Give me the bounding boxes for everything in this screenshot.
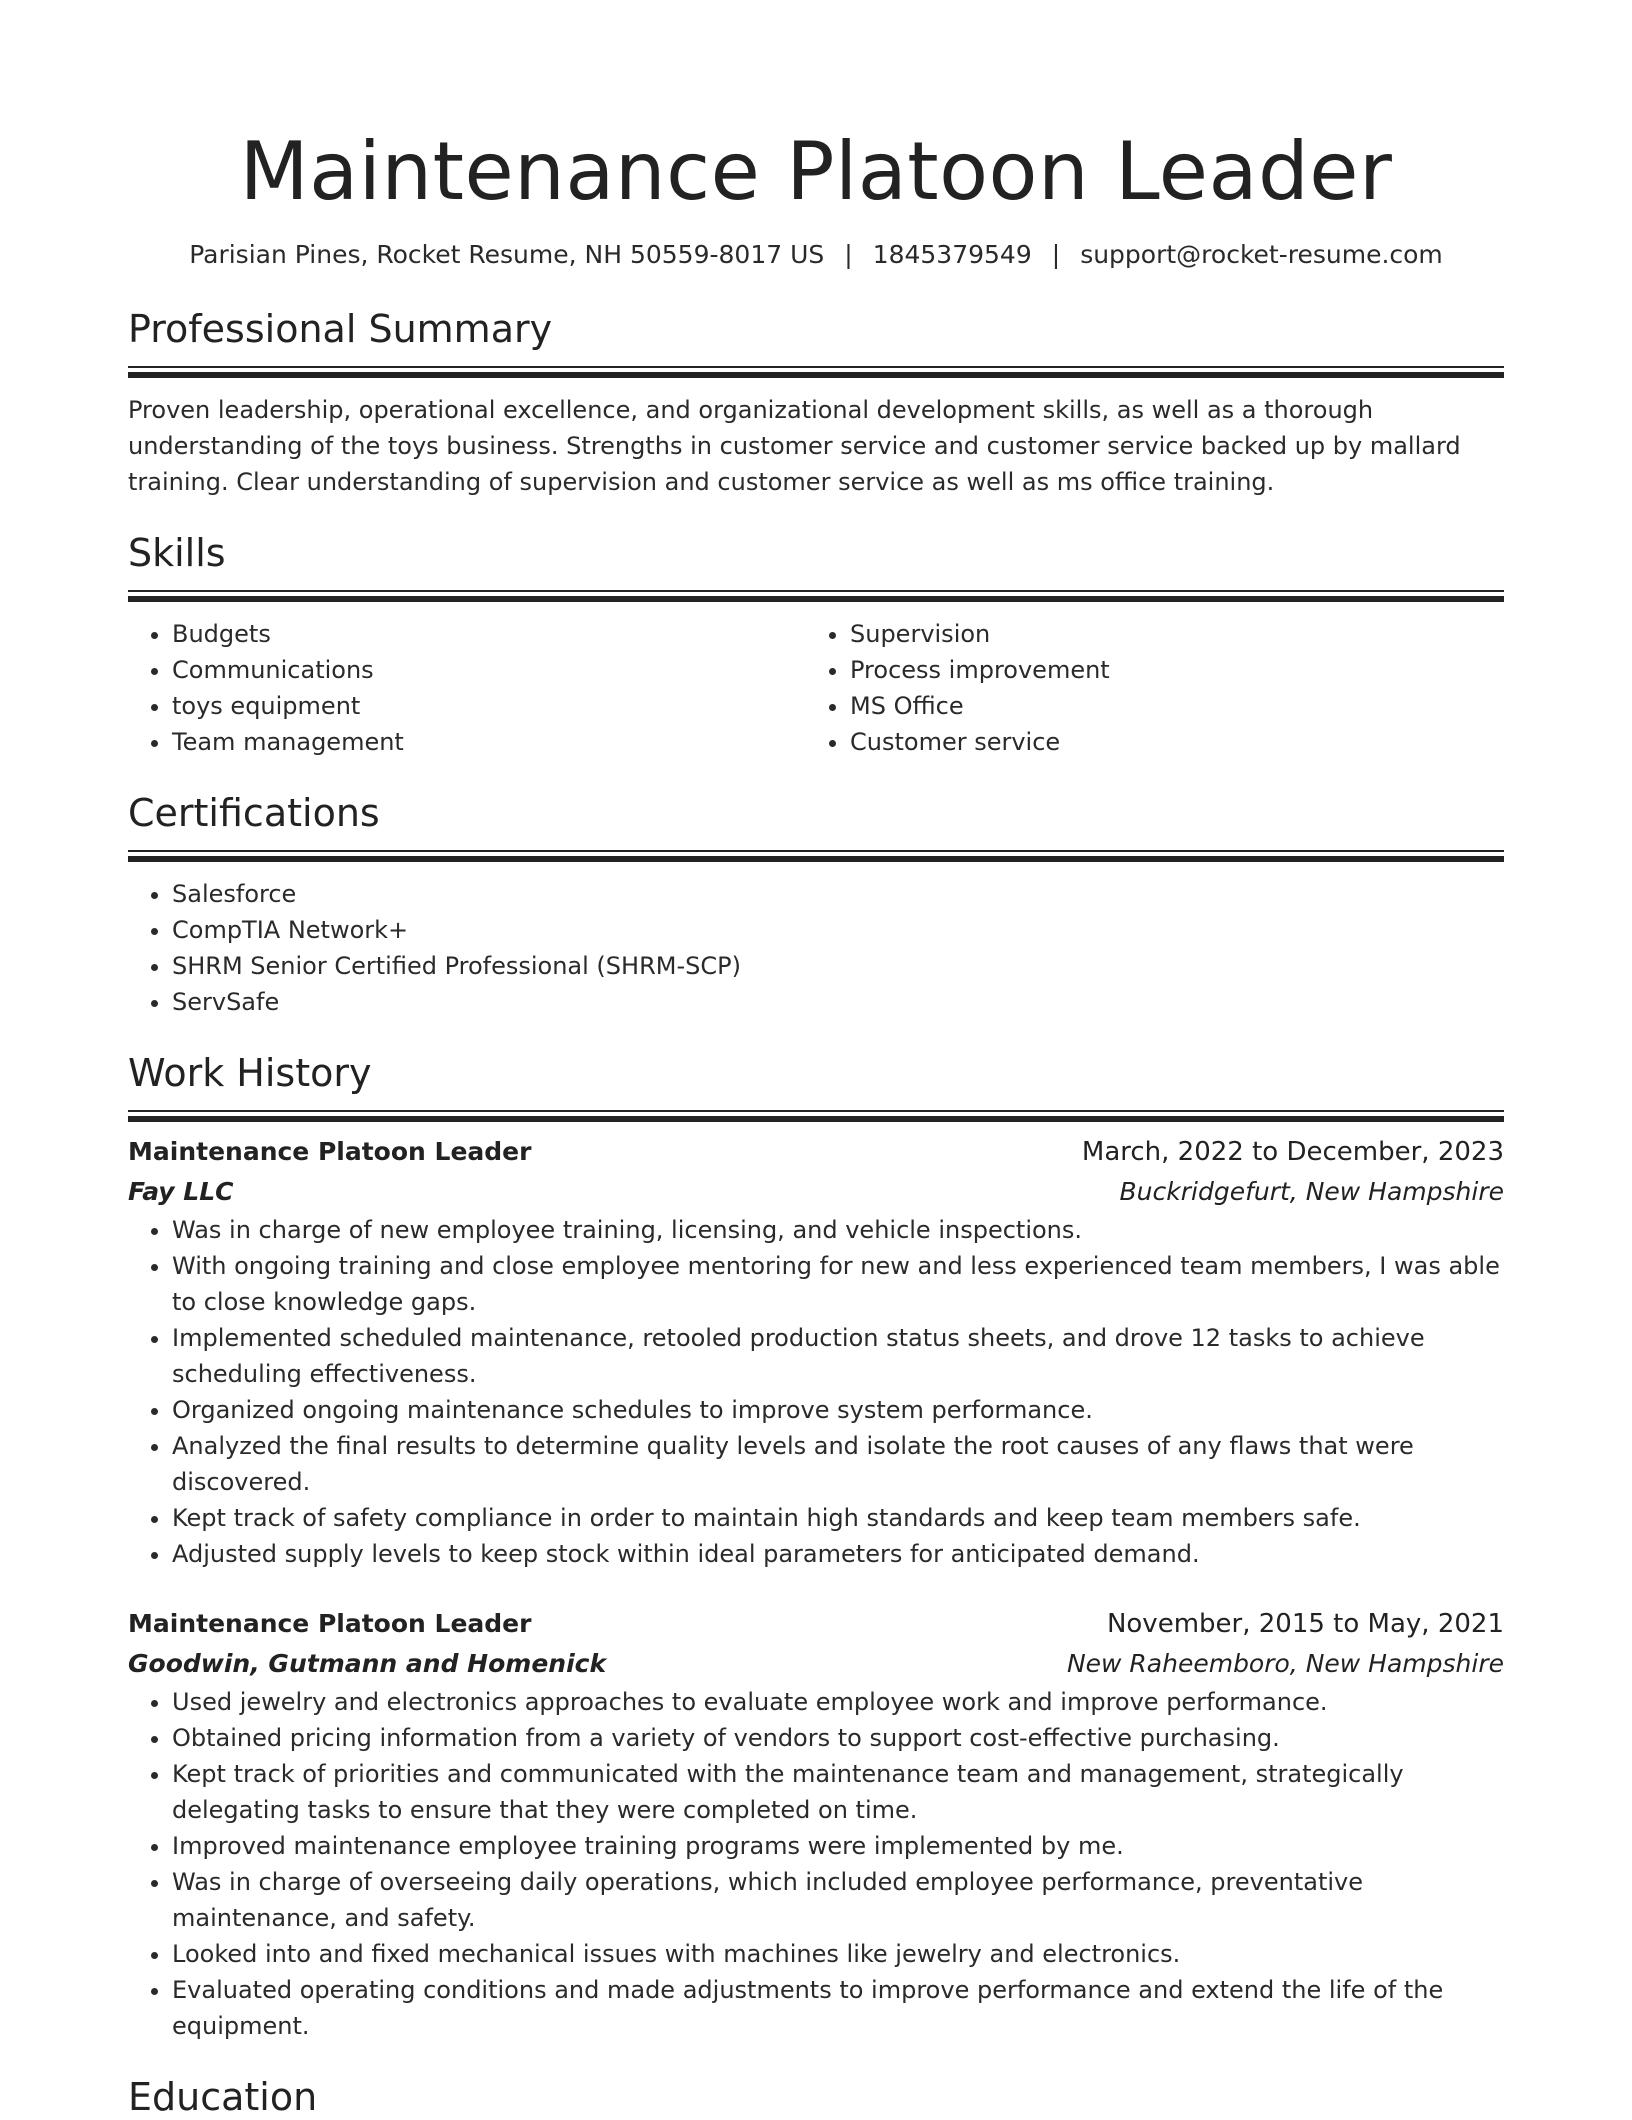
section-title-summary: Professional Summary: [128, 307, 553, 351]
skill-item: • Process improvement: [850, 652, 1484, 688]
summary-section: [128, 306, 1504, 500]
job-bullet: • Analyzed the final results to determine quality levels and isolate the root causes of any flaws that were discovered.: [172, 1428, 1504, 1500]
certifications-list: [128, 876, 1504, 1020]
job-bullet: • Evaluated operating conditions and made adjustments to improve performance and extend the life of the equipment.: [172, 1972, 1504, 2044]
resume-page: [128, 0, 1504, 2120]
skill-item: • toys equipment: [172, 688, 806, 724]
job-bullet: • Kept track of priorities and communicated with the maintenance team and management, strategically delegating tasks to ensure that they were completed on time.: [172, 1756, 1504, 1828]
section-divider: [128, 590, 1504, 600]
skill-item: • Communications: [172, 652, 806, 688]
job-bullets: [128, 1684, 1504, 2044]
section-title-work-history: Work History: [128, 1051, 372, 1095]
skill-item: • MS Office: [850, 688, 1484, 724]
job-bullet: • Obtained pricing information from a variety of vendors to support cost-effective purchasing.: [172, 1720, 1504, 1756]
job-bullet: • Kept track of safety compliance in order to maintain high standards and keep team members safe.: [172, 1500, 1504, 1536]
contact-phone: 1845379549: [872, 240, 1032, 269]
certification-item: • CompTIA Network+: [172, 912, 1504, 948]
section-title-certifications: Certifications: [128, 791, 380, 835]
skill-item: • Customer service: [850, 724, 1484, 760]
contact-separator: |: [1051, 240, 1061, 269]
job-subheader: [128, 1644, 1504, 1684]
certifications-section: [128, 790, 1504, 1020]
section-title-education: Education: [128, 2075, 318, 2119]
job-subheader: [128, 1172, 1504, 1212]
certification-item: • Salesforce: [172, 876, 1504, 912]
job-bullet: • Organized ongoing maintenance schedules to improve system performance.: [172, 1392, 1504, 1428]
job-bullet: • With ongoing training and close employee mentoring for new and less experienced team members, I was able to close knowledge gaps.: [172, 1248, 1504, 1320]
job-entry: [128, 1604, 1504, 2044]
job-bullets: [128, 1212, 1504, 1572]
job-dates: March, 2022 to December, 2023: [1081, 1137, 1504, 1167]
contact-line: [128, 238, 1504, 272]
job-bullet: • Improved maintenance employee training programs were implemented by me.: [172, 1828, 1504, 1864]
job-header: [128, 1604, 1504, 1644]
job-location: New Raheemboro, New Hampshire: [1066, 1649, 1504, 1678]
skill-item: • Team management: [172, 724, 806, 760]
job-dates: November, 2015 to May, 2021: [1106, 1609, 1504, 1639]
job-company: Fay LLC: [128, 1177, 234, 1206]
job-location: Buckridgefurt, New Hampshire: [1119, 1177, 1504, 1206]
contact-separator: |: [844, 240, 853, 269]
section-divider: [128, 850, 1504, 860]
certification-item: • SHRM Senior Certified Professional (SHRM-SCP): [172, 948, 1504, 984]
job-bullet: • Was in charge of overseeing daily operations, which included employee performance, preventative maintenance, and safety.: [172, 1864, 1504, 1936]
contact-address: Parisian Pines, Rocket Resume, NH 50559-8017 US: [189, 240, 825, 269]
skill-item: • Budgets: [172, 616, 806, 652]
skills-column-left: [128, 616, 806, 760]
job-bullet: • Used jewelry and electronics approaches to evaluate employee work and improve performance.: [172, 1684, 1504, 1720]
job-bullet: • Adjusted supply levels to keep stock within ideal parameters for anticipated demand.: [172, 1536, 1504, 1572]
contact-email: support@rocket-resume.com: [1080, 240, 1443, 269]
job-bullet: • Was in charge of new employee training, licensing, and vehicle inspections.: [172, 1212, 1504, 1248]
skill-item: • Supervision: [850, 616, 1484, 652]
section-divider: [128, 1110, 1504, 1120]
job-company: Goodwin, Gutmann and Homenick: [128, 1649, 607, 1678]
job-entry: [128, 1132, 1504, 1572]
resume-name: Maintenance Platoon Leader: [239, 125, 1393, 218]
certification-item: • ServSafe: [172, 984, 1504, 1020]
skills-columns: [128, 616, 1504, 760]
job-bullet: • Looked into and fixed mechanical issues with machines like jewelry and electronics.: [172, 1936, 1504, 1972]
skills-column-right: [806, 616, 1484, 760]
job-title: Maintenance Platoon Leader: [128, 1137, 532, 1166]
job-bullet: • Implemented scheduled maintenance, retooled production status sheets, and drove 12 tasks to achieve scheduling effectiveness.: [172, 1320, 1504, 1392]
education-section: [128, 2074, 1504, 2120]
section-title-skills: Skills: [128, 531, 226, 575]
section-divider: [128, 366, 1504, 376]
job-header: [128, 1132, 1504, 1172]
work-history-section: [128, 1050, 1504, 2044]
skills-section: [128, 530, 1504, 760]
summary-text: Proven leadership, operational excellence, and organizational development skills, as well as a thorough understanding of the toys business. Strengths in customer service and customer service backed up by mallard training. Clear understanding of supervision and customer service as well as ms office training.: [128, 396, 1461, 496]
job-title: Maintenance Platoon Leader: [128, 1609, 532, 1638]
